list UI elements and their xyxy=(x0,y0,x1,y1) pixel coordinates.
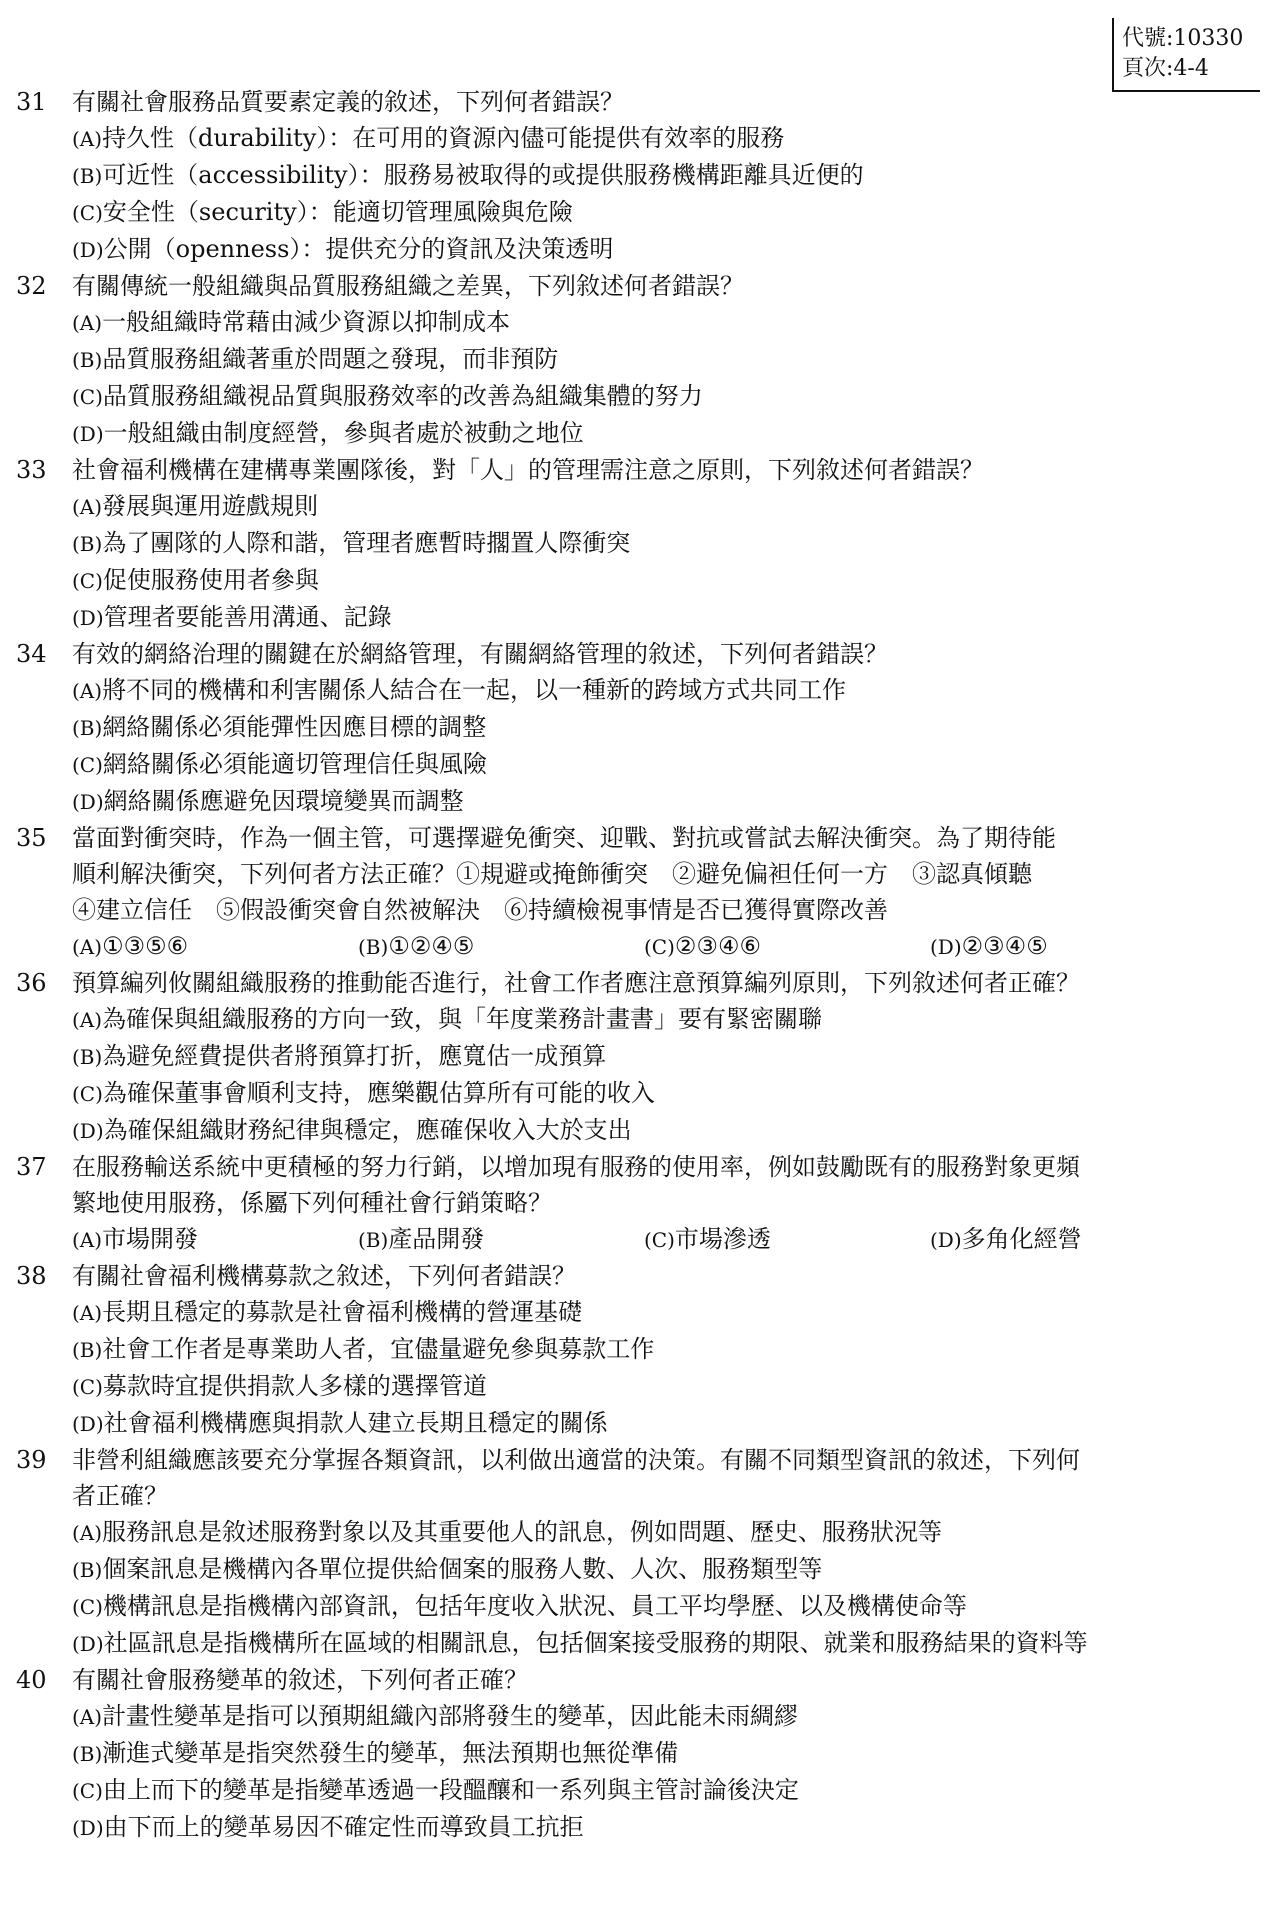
option-label: (A) xyxy=(72,679,103,703)
option-text: 多角化經營 xyxy=(961,1225,1082,1253)
question-number: 32 xyxy=(16,272,47,300)
option-label: (C) xyxy=(644,935,675,959)
option-label: (B) xyxy=(72,348,103,372)
exam-code-box xyxy=(1112,18,1260,92)
option-label: (A) xyxy=(72,127,103,151)
option-text: 發展與運用遊戲規則 xyxy=(102,492,319,520)
question-stem-line: 非營利組織應該要充分掌握各類資訊，以利做出適當的決策。有關不同類型資訊的敘述，下列何 xyxy=(72,1446,1080,1474)
option-c xyxy=(72,746,1258,783)
option-text: 為確保組織財務紀律與穩定，應確保收入大於支出 xyxy=(103,1116,632,1144)
question-stem-line: 在服務輸送系統中更積極的努力行銷，以增加現有服務的使用率，例如鼓勵既有的服務對象更頻 xyxy=(72,1153,1080,1181)
option-label: (C) xyxy=(72,1082,103,1106)
option-a xyxy=(72,928,358,965)
option-c xyxy=(72,378,1258,415)
question-31 xyxy=(16,84,1258,268)
question-36 xyxy=(16,965,1258,1149)
option-b xyxy=(72,709,1258,746)
option-label: (B) xyxy=(72,1558,103,1582)
option-label: (A) xyxy=(72,1301,103,1325)
option-text: 募款時宜提供捐款人多樣的選擇管道 xyxy=(102,1372,487,1400)
option-text: 產品開發 xyxy=(388,1225,485,1253)
option-text: 為了團隊的人際和諧，管理者應暫時擱置人際衝突 xyxy=(102,529,631,557)
option-label: (D) xyxy=(72,1632,104,1656)
option-label: (A) xyxy=(72,495,103,519)
question-stem-line: 當面對衝突時，作為一個主管，可選擇避免衝突、迎戰、對抗或嘗試去解決衝突。為了期待能 xyxy=(72,824,1056,852)
exam-code: 代號:10330 xyxy=(1122,26,1244,51)
option-text: 將不同的機構和利害關係人結合在一起，以一種新的跨域方式共同工作 xyxy=(102,676,847,704)
option-d xyxy=(930,928,1216,965)
option-d xyxy=(930,1221,1216,1258)
question-number: 38 xyxy=(16,1262,47,1290)
option-label: (C) xyxy=(72,385,103,409)
question-stem: 有效的網絡治理的關鍵在於網絡管理，有關網絡管理的敘述，下列何者錯誤？ xyxy=(72,640,888,668)
question-39 xyxy=(16,1442,1258,1662)
option-label: (D) xyxy=(72,422,104,446)
option-text: 網絡關係必須能適切管理信任與風險 xyxy=(102,750,487,778)
question-32 xyxy=(16,268,1258,452)
question-34 xyxy=(16,636,1258,820)
option-label: (D) xyxy=(72,606,104,630)
option-row xyxy=(72,1221,1258,1258)
option-text: 漸進式變革是指突然發生的變革，無法預期也無從準備 xyxy=(102,1739,679,1767)
option-c xyxy=(72,1368,1258,1405)
option-text: 為確保董事會順利支持，應樂觀估算所有可能的收入 xyxy=(102,1079,655,1107)
option-c xyxy=(72,1772,1258,1809)
question-number: 33 xyxy=(16,456,47,484)
option-text: ①③⑤⑥ xyxy=(102,932,189,960)
option-text: 一般組織時常藉由減少資源以抑制成本 xyxy=(102,308,511,336)
question-number: 40 xyxy=(16,1666,47,1694)
question-number: 39 xyxy=(16,1446,47,1474)
option-label: (C) xyxy=(72,1375,103,1399)
option-b xyxy=(72,1735,1258,1772)
question-stem-line: 繁地使用服務，係屬下列何種社會行銷策略？ xyxy=(72,1189,552,1217)
question-38 xyxy=(16,1258,1258,1442)
option-c xyxy=(72,1075,1258,1112)
option-text: 網絡關係應避免因環境變異而調整 xyxy=(103,787,464,815)
option-a xyxy=(72,1514,1258,1551)
option-d xyxy=(72,415,1258,452)
option-a xyxy=(72,120,1258,157)
option-d xyxy=(72,1809,1258,1846)
option-text: 由上而下的變革是指變革透過一段醞釀和一系列與主管討論後決定 xyxy=(102,1776,799,1804)
question-number: 31 xyxy=(16,88,47,116)
option-d xyxy=(72,231,1258,268)
option-text: 持久性（durability）：在可用的資源內儘可能提供有效率的服務 xyxy=(102,124,785,152)
question-stem: 預算編列攸關組織服務的推動能否進行，社會工作者應注意預算編列原則，下列敘述何者正確？ xyxy=(72,969,1080,997)
option-b xyxy=(72,157,1258,194)
option-label: (C) xyxy=(72,1595,103,1619)
question-stem-line: ④建立信任 ⑤假設衝突會自然被解決 ⑥持續檢視事情是否已獲得實際改善 xyxy=(72,896,888,924)
option-label: (A) xyxy=(72,935,103,959)
option-a xyxy=(72,1698,1258,1735)
option-c xyxy=(644,1221,930,1258)
option-a xyxy=(72,1294,1258,1331)
option-text: 網絡關係必須能彈性因應目標的調整 xyxy=(102,713,487,741)
option-label: (B) xyxy=(358,1228,389,1252)
option-label: (B) xyxy=(358,935,389,959)
question-37 xyxy=(16,1149,1258,1258)
question-number: 36 xyxy=(16,969,47,997)
option-d xyxy=(72,783,1258,820)
option-label: (A) xyxy=(72,311,103,335)
option-label: (C) xyxy=(644,1228,675,1252)
option-label: (B) xyxy=(72,532,103,556)
option-label: (D) xyxy=(930,1228,962,1252)
option-text: 安全性（security）：能適切管理風險與危險 xyxy=(102,198,573,226)
option-label: (C) xyxy=(72,201,103,225)
option-text: 社會福利機構應與捐款人建立長期且穩定的關係 xyxy=(103,1409,608,1437)
option-c xyxy=(72,562,1258,599)
option-b xyxy=(358,1221,644,1258)
option-text: 市場開發 xyxy=(102,1225,199,1253)
option-text: ②③④⑥ xyxy=(674,932,761,960)
option-a xyxy=(72,1001,1258,1038)
question-stem: 社會福利機構在建構專業團隊後，對「人」的管理需注意之原則，下列敘述何者錯誤？ xyxy=(72,456,984,484)
option-label: (B) xyxy=(72,716,103,740)
option-label: (A) xyxy=(72,1521,103,1545)
option-a xyxy=(72,672,1258,709)
question-stem: 有關傳統一般組織與品質服務組織之差異，下列敘述何者錯誤？ xyxy=(72,272,744,300)
option-text: 長期且穩定的募款是社會福利機構的營運基礎 xyxy=(102,1298,583,1326)
option-label: (A) xyxy=(72,1705,103,1729)
question-stem-line: 者正確？ xyxy=(72,1482,168,1510)
option-text: 管理者要能善用溝通、記錄 xyxy=(103,603,392,631)
option-text: 可近性（accessibility）：服務易被取得的或提供服務機構距離具近便的 xyxy=(102,161,864,189)
option-text: 品質服務組織視品質與服務效率的改善為組織集體的努力 xyxy=(102,382,703,410)
option-a xyxy=(72,1221,358,1258)
option-c xyxy=(72,1588,1258,1625)
question-35 xyxy=(16,820,1258,965)
option-label: (D) xyxy=(72,238,104,262)
option-text: 由下而上的變革易因不確定性而導致員工抗拒 xyxy=(103,1813,584,1841)
option-b xyxy=(72,525,1258,562)
option-text: ①②④⑤ xyxy=(388,932,475,960)
question-number: 34 xyxy=(16,640,47,668)
question-stem-line: 順利解決衝突，下列何者方法正確？①規避或掩飾衝突 ②避免偏袒任何一方 ③認真傾聽 xyxy=(72,860,1032,888)
option-d xyxy=(72,1112,1258,1149)
option-label: (A) xyxy=(72,1008,103,1032)
option-label: (C) xyxy=(72,569,103,593)
page-number: 頁次:4-4 xyxy=(1122,56,1209,81)
option-b xyxy=(72,1038,1258,1075)
question-number: 35 xyxy=(16,824,47,852)
option-c xyxy=(644,928,930,965)
option-d xyxy=(72,599,1258,636)
option-row xyxy=(72,928,1258,965)
option-label: (B) xyxy=(72,164,103,188)
question-33 xyxy=(16,452,1258,636)
option-d xyxy=(72,1405,1258,1442)
option-text: 為確保與組織服務的方向一致，與「年度業務計畫書」要有緊密關聯 xyxy=(102,1005,823,1033)
question-40 xyxy=(16,1662,1258,1846)
option-text: 為避免經費提供者將預算打折，應寬估一成預算 xyxy=(102,1042,607,1070)
option-label: (C) xyxy=(72,753,103,777)
option-label: (D) xyxy=(72,1119,104,1143)
option-text: 計畫性變革是指可以預期組織內部將發生的變革，因此能未雨綢繆 xyxy=(102,1702,799,1730)
option-a xyxy=(72,304,1258,341)
option-label: (D) xyxy=(72,790,104,814)
option-text: 公開（openness）：提供充分的資訊及決策透明 xyxy=(103,235,614,263)
option-text: ②③④⑤ xyxy=(961,932,1048,960)
option-d xyxy=(72,1625,1258,1662)
question-number: 37 xyxy=(16,1153,47,1181)
option-text: 促使服務使用者參與 xyxy=(102,566,319,594)
option-a xyxy=(72,488,1258,525)
option-label: (A) xyxy=(72,1228,103,1252)
option-text: 一般組織由制度經營，參與者處於被動之地位 xyxy=(103,419,584,447)
question-list xyxy=(16,84,1258,1846)
question-stem: 有關社會服務變革的敘述，下列何者正確？ xyxy=(72,1666,528,1694)
option-text: 服務訊息是敘述服務對象以及其重要他人的訊息，例如問題、歷史、服務狀況等 xyxy=(102,1518,943,1546)
option-b xyxy=(72,1331,1258,1368)
option-text: 社區訊息是指機構所在區域的相關訊息，包括個案接受服務的期限、就業和服務結果的資料等 xyxy=(103,1629,1088,1657)
question-stem: 有關社會服務品質要素定義的敘述，下列何者錯誤？ xyxy=(72,88,624,116)
option-text: 個案訊息是機構內各單位提供給個案的服務人數、人次、服務類型等 xyxy=(102,1555,823,1583)
option-label: (D) xyxy=(72,1412,104,1436)
question-stem: 有關社會福利機構募款之敘述，下列何者錯誤？ xyxy=(72,1262,576,1290)
option-label: (C) xyxy=(72,1779,103,1803)
option-text: 市場滲透 xyxy=(674,1225,771,1253)
option-b xyxy=(358,928,644,965)
option-b xyxy=(72,341,1258,378)
option-label: (B) xyxy=(72,1338,103,1362)
option-text: 社會工作者是專業助人者，宜儘量避免參與募款工作 xyxy=(102,1335,655,1363)
option-label: (B) xyxy=(72,1742,103,1766)
option-label: (D) xyxy=(930,935,962,959)
option-text: 品質服務組織著重於問題之發現，而非預防 xyxy=(102,345,559,373)
option-c xyxy=(72,194,1258,231)
option-label: (B) xyxy=(72,1045,103,1069)
option-label: (D) xyxy=(72,1816,104,1840)
option-b xyxy=(72,1551,1258,1588)
option-text: 機構訊息是指機構內部資訊，包括年度收入狀況、員工平均學歷、以及機構使命等 xyxy=(102,1592,967,1620)
